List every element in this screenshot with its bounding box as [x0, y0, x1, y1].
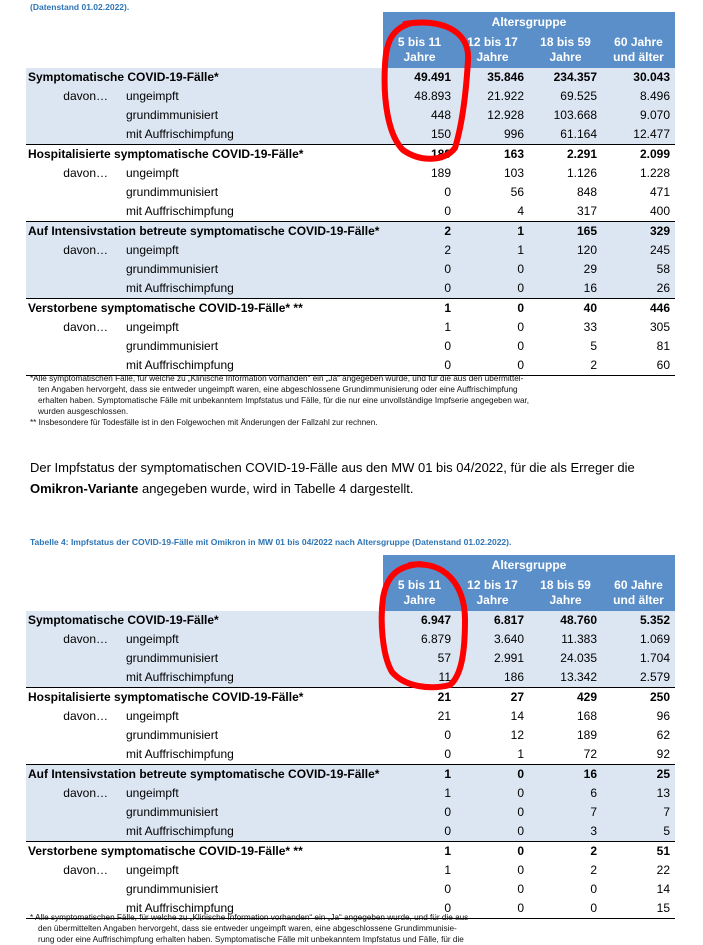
table-row — [26, 880, 675, 899]
cell: 6.817 — [456, 611, 529, 630]
age-col-60-plus: 60 Jahre und älter — [602, 575, 675, 611]
table-row — [26, 106, 675, 125]
cell: 57 — [383, 649, 456, 668]
table-row — [26, 318, 675, 337]
cell: 49.491 — [383, 68, 456, 87]
cell: 33 — [583, 320, 597, 334]
footnote-table3: *Alle symptomatischen Fälle, für welche zu „Klinische Information vorhanden“ ein „Ja“ angegeben wurde, und für die aus den übermittel- ten Angaben hervorgeht, dass sie entweder ungeimpft waren, eine abgeschlossene Grundimmunisierung oder eine Auffrischimpfung erhalten haben. Symptomatische Fälle mit unbekanntem Impfstatus und Fälle, für die nur eine unvollständige Impfserie angegeben war, wurden ausgeschlossen. ** Insbesondere für Todesfälle ist in den Folgewochen mit Änderungen der Fallzahl zur rechnen. — [30, 374, 530, 427]
cell: 21 — [437, 709, 451, 723]
row-label: grundimmunisiert — [126, 728, 219, 742]
cell: 0 — [456, 279, 529, 299]
cell: 0 — [456, 356, 529, 376]
cell: 1.704 — [602, 649, 675, 668]
cell: 0 — [444, 339, 451, 353]
cell: 7 — [529, 803, 602, 822]
cell: 0 — [456, 260, 529, 279]
row-label: Verstorbene symptomatische COVID-19-Fälle* ** — [26, 299, 383, 319]
cell: 1.228 — [639, 166, 670, 180]
cell: 329 — [602, 222, 675, 242]
row-label: mit Auffrischimpfung — [26, 668, 383, 688]
cell: 103.668 — [529, 106, 602, 125]
age-col-12-17: 12 bis 17 Jahre — [456, 32, 529, 68]
cell: 29 — [529, 260, 602, 279]
cell: 3.640 — [456, 630, 529, 649]
cell: 1 — [444, 320, 451, 334]
age-group-header: Altersgruppe — [383, 555, 675, 575]
table-row — [26, 822, 675, 842]
cell: 150 — [383, 125, 456, 145]
row-label: grundimmunisiert — [126, 882, 219, 896]
row-label: grundimmunisiert — [126, 185, 219, 199]
table-row — [26, 726, 675, 745]
cell: 24.035 — [529, 649, 602, 668]
cell: 0 — [590, 882, 597, 896]
table-row — [26, 842, 675, 862]
cell: 0 — [456, 765, 529, 785]
cell: 14 — [510, 709, 524, 723]
cell: 2 — [529, 842, 602, 862]
cell: 25 — [602, 765, 675, 785]
cell: 7 — [602, 803, 675, 822]
table-row — [26, 87, 675, 106]
row-label: mit Auffrischimpfung — [26, 356, 383, 376]
table-row — [26, 765, 675, 785]
table-row — [26, 279, 675, 299]
table4-caption: Tabelle 4: Impfstatus der COVID-19-Fälle mit Omikron in MW 01 bis 04/2022 nach Altersgruppe (Datenstand 01.02.2022). — [30, 537, 512, 547]
cell: 1 — [456, 241, 529, 260]
cell: 0 — [517, 339, 524, 353]
cell: 1 — [444, 863, 451, 877]
table-row — [26, 649, 675, 668]
cell: 3 — [529, 822, 602, 842]
row-label: mit Auffrischimpfung — [26, 822, 383, 842]
cell: 317 — [576, 204, 597, 218]
cell: 5 — [590, 339, 597, 353]
table-row — [26, 202, 675, 222]
cell: 400 — [649, 204, 670, 218]
cell: 6 — [529, 784, 602, 803]
cell: 61.164 — [529, 125, 602, 145]
cell: 5 — [602, 822, 675, 842]
cell: 11 — [383, 668, 456, 688]
cell: 96 — [656, 709, 670, 723]
cell: 40 — [529, 299, 602, 319]
row-label: grundimmunisiert — [26, 803, 383, 822]
cell: 120 — [529, 241, 602, 260]
cell: 1 — [383, 765, 456, 785]
cell: 12.477 — [602, 125, 675, 145]
cell: 16 — [529, 279, 602, 299]
cell: 13.342 — [529, 668, 602, 688]
row-label: Auf Intensivstation betreute symptomatische COVID-19-Fälle* — [26, 222, 383, 242]
cell: 1 — [383, 842, 456, 862]
cell: 2.099 — [602, 145, 675, 165]
row-label: grundimmunisiert — [26, 106, 383, 125]
cell: 48.893 — [383, 87, 456, 106]
cell: 848 — [576, 185, 597, 199]
cell: 163 — [456, 145, 529, 165]
cell: 1 — [456, 222, 529, 242]
table-row — [26, 745, 675, 765]
cell: 0 — [444, 204, 451, 218]
row-label: davon… ungeimpft — [63, 320, 179, 334]
cell: 0 — [383, 803, 456, 822]
table-row — [26, 784, 675, 803]
cell: 5.352 — [602, 611, 675, 630]
age-col-12-17: 12 bis 17 Jahre — [456, 575, 529, 611]
table-row — [26, 630, 675, 649]
cell: 234.357 — [529, 68, 602, 87]
table-row — [26, 707, 675, 726]
row-label: Auf Intensivstation betreute symptomatische COVID-19-Fälle* — [26, 765, 383, 785]
row-label: davon… ungeimpft — [26, 241, 383, 260]
cell: 21 — [383, 688, 456, 708]
table-row — [26, 688, 675, 708]
table-row — [26, 299, 675, 319]
row-label: mit Auffrischimpfung — [26, 899, 383, 919]
row-label: mit Auffrischimpfung — [126, 747, 234, 761]
table-row — [26, 222, 675, 242]
cell: 0 — [456, 299, 529, 319]
cell: 0 — [456, 803, 529, 822]
cell: 0 — [456, 842, 529, 862]
row-label: davon… ungeimpft — [26, 784, 383, 803]
cell: 2 — [590, 863, 597, 877]
cell: 1 — [383, 784, 456, 803]
cell: 58 — [602, 260, 675, 279]
row-label: mit Auffrischimpfung — [26, 279, 383, 299]
cell: 27 — [456, 688, 529, 708]
cell: 186 — [456, 668, 529, 688]
cell: 69.525 — [529, 87, 602, 106]
cell: 0 — [383, 260, 456, 279]
row-label: Symptomatische COVID-19-Fälle* — [26, 611, 383, 630]
cell: 51 — [602, 842, 675, 862]
row-label: Symptomatische COVID-19-Fälle* — [26, 68, 383, 87]
cell: 0 — [517, 320, 524, 334]
footnote-table4: * Alle symptomatischen Fälle, für welche zu „Klinische Information vorhanden“ ein „Ja“ angegeben wurde, und für die aus den übermittelten Angaben hervorgeht, dass sie entweder ungeimpft waren, eine abgeschlossene Grundimmunisie- rung oder eine Auffrischimpfung erhalten haben. Symptomatische Fälle mit unbekanntem Impfstatus und Fälle, für die — [30, 913, 469, 944]
cell: 0 — [383, 899, 456, 919]
table-row — [26, 337, 675, 356]
cell: 245 — [602, 241, 675, 260]
table-3 — [26, 12, 675, 376]
table-row — [26, 260, 675, 279]
age-col-18-59: 18 bis 59 Jahre — [529, 32, 602, 68]
cell: 1.126 — [566, 166, 597, 180]
age-col-60-plus: 60 Jahre und älter — [602, 32, 675, 68]
cell: 0 — [456, 822, 529, 842]
cell: 0 — [444, 185, 451, 199]
cell: 81 — [656, 339, 670, 353]
row-label: mit Auffrischimpfung — [126, 204, 234, 218]
row-label: grundimmunisiert — [26, 649, 383, 668]
age-col-5-11: 5 bis 11 Jahre — [383, 32, 456, 68]
cell: 0 — [444, 728, 451, 742]
cell: 0 — [517, 882, 524, 896]
cell: 6.879 — [383, 630, 456, 649]
cell: 2.291 — [529, 145, 602, 165]
cell: 35.846 — [456, 68, 529, 87]
cell: 1 — [517, 747, 524, 761]
row-label: davon… ungeimpft — [26, 87, 383, 106]
row-label: davon… ungeimpft — [63, 863, 179, 877]
cell: 0 — [517, 863, 524, 877]
row-label: davon… ungeimpft — [63, 166, 179, 180]
cell: 11.383 — [529, 630, 602, 649]
cell: 12 — [510, 728, 524, 742]
cell: 13 — [602, 784, 675, 803]
cell: 14 — [656, 882, 670, 896]
cell: 996 — [456, 125, 529, 145]
cell: 16 — [529, 765, 602, 785]
cell: 62 — [656, 728, 670, 742]
cell: 471 — [649, 185, 670, 199]
cell: 0 — [456, 784, 529, 803]
table-row — [26, 668, 675, 688]
table-row — [26, 125, 675, 145]
cell: 60 — [602, 356, 675, 376]
cell: 1 — [383, 299, 456, 319]
cell: 0 — [529, 899, 602, 919]
cell: 4 — [517, 204, 524, 218]
row-label: davon… ungeimpft — [26, 630, 383, 649]
body-paragraph: Der Impfstatus der symptomatischen COVID-19-Fälle aus den MW 01 bis 04/2022, für die als Erreger die Omikron-Variante angegeben wurde, wird in Tabelle 4 dargestellt. — [30, 460, 635, 496]
row-label: grundimmunisiert — [126, 339, 219, 353]
cell: 48.760 — [529, 611, 602, 630]
cell: 446 — [602, 299, 675, 319]
cell: 9.070 — [602, 106, 675, 125]
age-col-18-59: 18 bis 59 Jahre — [529, 575, 602, 611]
cell: 103 — [503, 166, 524, 180]
row-label: Verstorbene symptomatische COVID-19-Fälle* ** — [26, 842, 383, 862]
cell: 30.043 — [602, 68, 675, 87]
cell: 0 — [383, 279, 456, 299]
row-label: davon… ungeimpft — [63, 709, 179, 723]
table-row — [26, 241, 675, 260]
cell: 168 — [576, 709, 597, 723]
cell: 189 — [383, 145, 456, 165]
table-4 — [26, 555, 675, 919]
table-row — [26, 68, 675, 87]
cell: 15 — [602, 899, 675, 919]
cell: 305 — [649, 320, 670, 334]
cell: 1.069 — [602, 630, 675, 649]
table-row — [26, 611, 675, 630]
age-group-header: Altersgruppe — [383, 12, 675, 32]
cell: 2.991 — [456, 649, 529, 668]
cell: 0 — [444, 882, 451, 896]
cell: 2 — [529, 356, 602, 376]
cell: 92 — [656, 747, 670, 761]
cell: 2 — [383, 241, 456, 260]
cell: 26 — [602, 279, 675, 299]
cell: 0 — [444, 747, 451, 761]
row-label: mit Auffrischimpfung — [26, 125, 383, 145]
cell: 2.579 — [602, 668, 675, 688]
age-col-5-11: 5 bis 11 Jahre — [383, 575, 456, 611]
table3-caption-fragment: (Datenstand 01.02.2022). — [30, 2, 130, 12]
row-label: Hospitalisierte symptomatische COVID-19-Fälle* — [26, 145, 383, 165]
row-label: Hospitalisierte symptomatische COVID-19-Fälle* — [26, 688, 383, 708]
cell: 0 — [383, 822, 456, 842]
cell: 0 — [383, 356, 456, 376]
cell: 165 — [529, 222, 602, 242]
cell: 6.947 — [383, 611, 456, 630]
cell: 8.496 — [602, 87, 675, 106]
cell: 189 — [576, 728, 597, 742]
cell: 12.928 — [456, 106, 529, 125]
table-row — [26, 183, 675, 202]
cell: 448 — [383, 106, 456, 125]
row-label: grundimmunisiert — [26, 260, 383, 279]
table-row — [26, 145, 675, 165]
cell: 2 — [383, 222, 456, 242]
cell: 56 — [510, 185, 524, 199]
table-row — [26, 861, 675, 880]
cell: 0 — [456, 899, 529, 919]
cell: 21.922 — [456, 87, 529, 106]
table-row — [26, 164, 675, 183]
cell: 72 — [583, 747, 597, 761]
table-row — [26, 803, 675, 822]
cell: 429 — [529, 688, 602, 708]
cell: 250 — [602, 688, 675, 708]
cell: 22 — [656, 863, 670, 877]
cell: 189 — [430, 166, 451, 180]
